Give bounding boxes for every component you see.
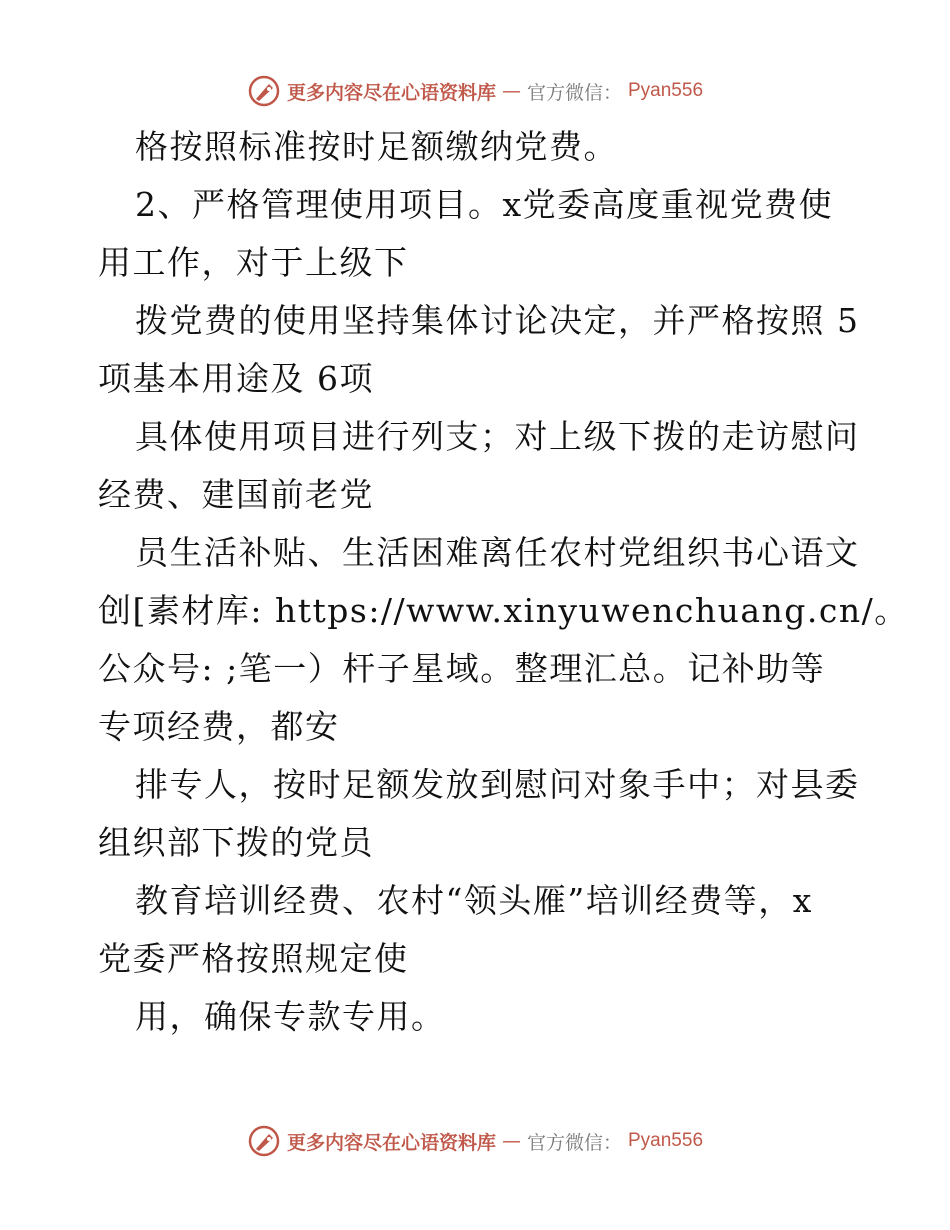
watermark-brand: 更多内容尽在心语资料库 xyxy=(286,1131,496,1154)
watermark-official-label: 官方微信： xyxy=(526,81,622,104)
paragraph xyxy=(0,292,950,408)
watermark-wechat-id: Pyan556 xyxy=(628,1130,704,1151)
paragraph xyxy=(0,872,950,988)
text-line: 专项经费，都安 xyxy=(98,707,340,746)
text-line: 项基本用途及 6项 xyxy=(98,359,374,398)
text-line: 组织部下拨的党员 xyxy=(98,823,374,862)
text-line: 创[素材库: https://www.xinyuwenchuang.cn/。 xyxy=(98,591,909,630)
text-line: 用，确保专款专用。 xyxy=(135,997,446,1036)
paragraph xyxy=(0,524,950,756)
paragraph xyxy=(0,176,950,292)
text-line: 员生活补贴、生活困难离任农村党组织书心语文 xyxy=(135,533,860,572)
pen-nib-logo-icon xyxy=(247,74,281,108)
watermark-dash: — xyxy=(501,80,521,102)
paragraph xyxy=(0,988,950,1046)
watermark-wechat-id: Pyan556 xyxy=(628,80,704,101)
pen-nib-logo-icon xyxy=(247,1124,281,1158)
text-line: 公众号: ;笔一）杆子星域。整理汇总。记补助等 xyxy=(98,649,826,688)
paragraph xyxy=(0,408,950,524)
text-line: 教育培训经费、农村“领头雁”培训经费等，x xyxy=(135,881,813,920)
text-line: 经费、建国前老党 xyxy=(98,475,374,514)
header-watermark xyxy=(0,74,950,108)
paragraph xyxy=(0,118,950,176)
paragraph xyxy=(0,756,950,872)
text-line: 排专人，按时足额发放到慰问对象手中；对县委 xyxy=(135,765,860,804)
footer-watermark xyxy=(0,1124,950,1158)
text-line: 具体使用项目进行列支；对上级下拨的走访慰问 xyxy=(135,417,860,456)
text-line: 用工作，对于上级下 xyxy=(98,243,409,282)
text-line: 2、严格管理使用项目。x党委高度重视党费使 xyxy=(135,185,834,224)
text-line: 拨党费的使用坚持集体讨论决定，并严格按照 5 xyxy=(135,301,860,340)
text-line: 党委严格按照规定使 xyxy=(98,939,409,978)
document-body xyxy=(0,118,950,1046)
watermark-official-label: 官方微信： xyxy=(526,1131,622,1154)
watermark-dash: — xyxy=(501,1130,521,1152)
text-line: 格按照标准按时足额缴纳党费。 xyxy=(135,127,618,166)
watermark-brand: 更多内容尽在心语资料库 xyxy=(286,81,496,104)
